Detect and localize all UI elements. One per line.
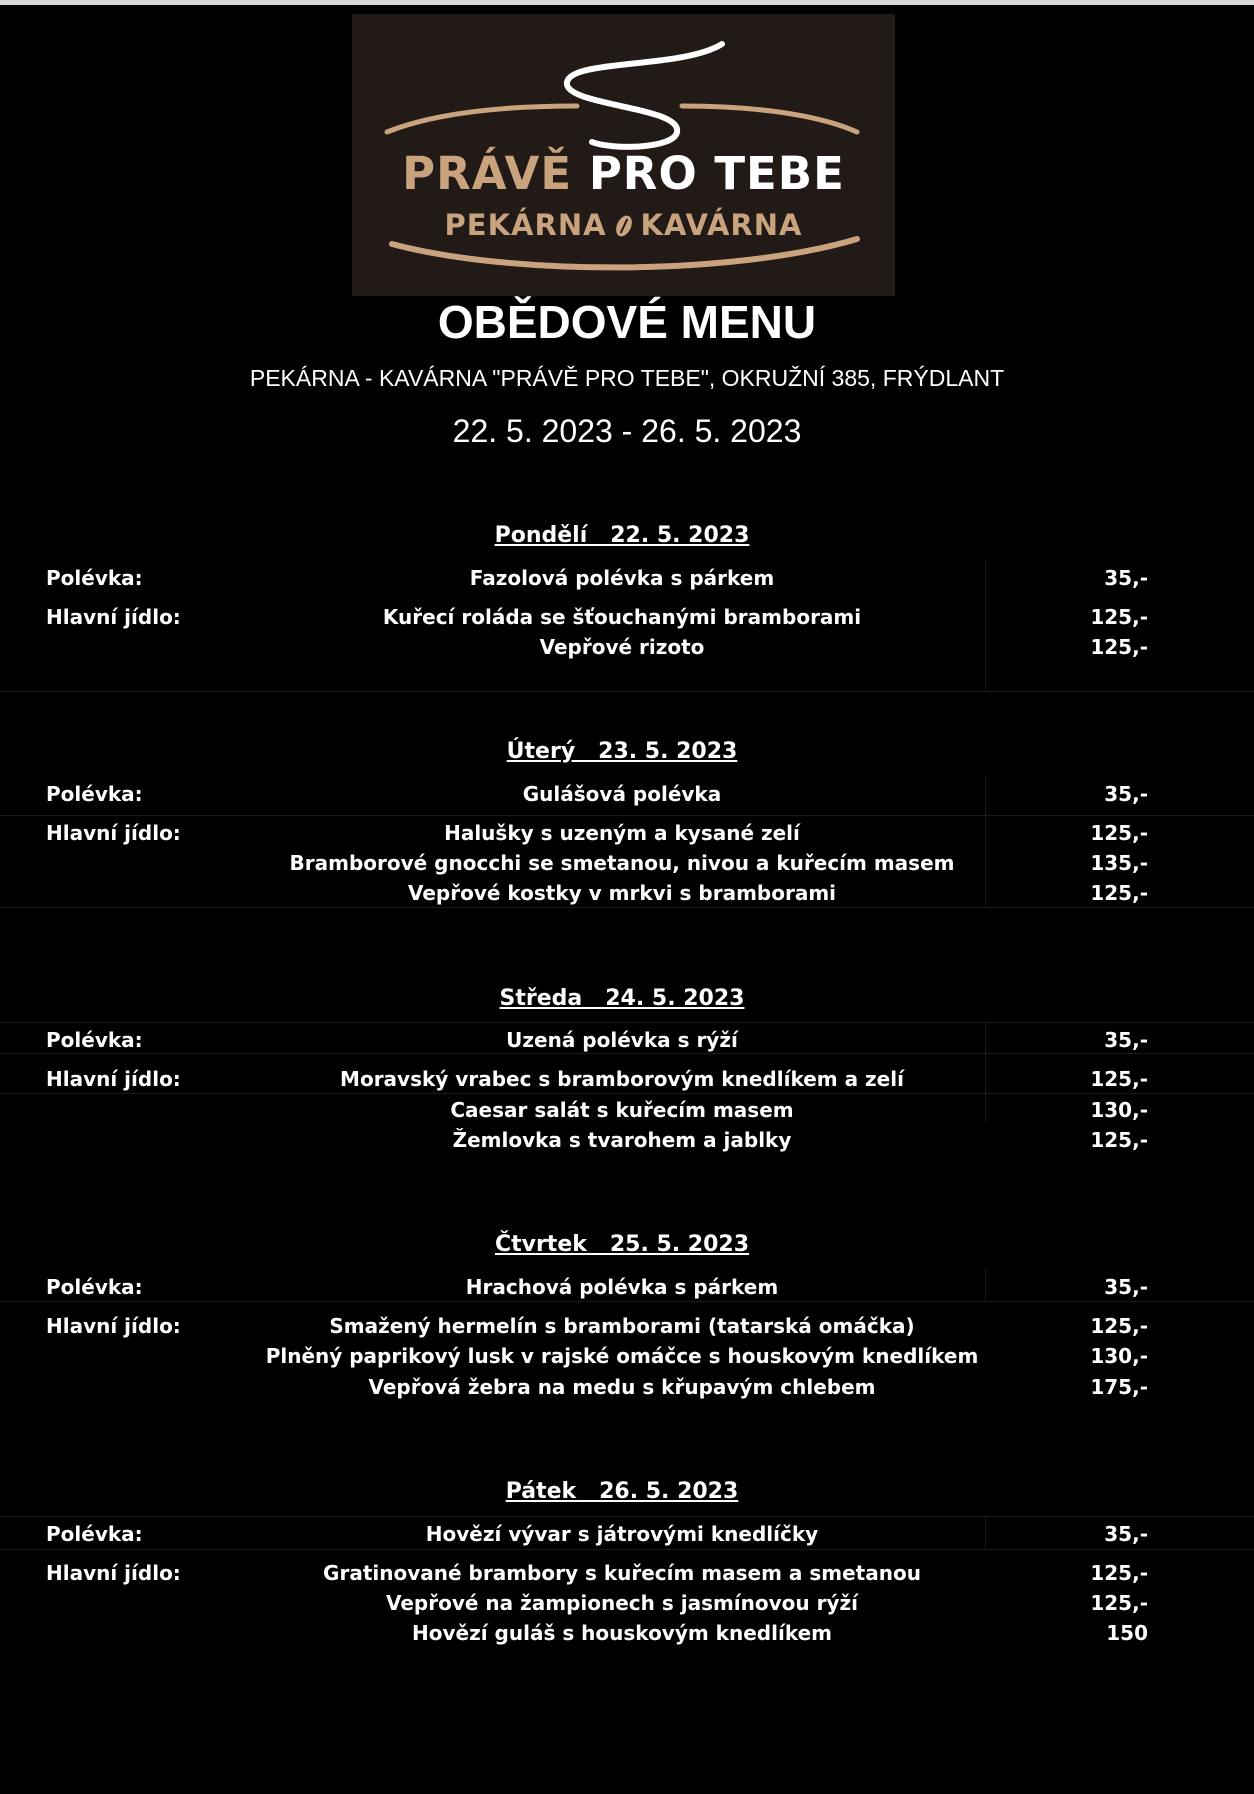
main-price: 125,- <box>1090 1314 1148 1338</box>
main-dish: Kuřecí roláda se šťouchanými bramborami <box>382 605 862 629</box>
main-price: 125,- <box>1090 1067 1148 1091</box>
coffee-bean-icon <box>613 213 635 239</box>
soup-label: Polévka: <box>46 1028 143 1052</box>
day-heading-monday: Pondělí 22. 5. 2023 <box>494 523 750 548</box>
logo-sub-part2: KAVÁRNA <box>640 208 803 242</box>
divider <box>0 1022 1254 1023</box>
main-label: Hlavní jídlo: <box>46 1561 181 1585</box>
main-dish: Vepřová žebra na medu s křupavým chlebem <box>368 1375 876 1399</box>
main-price: 125,- <box>1090 1128 1148 1152</box>
main-dish: Gratinované brambory s kuřecím masem a smetanou <box>323 1561 921 1585</box>
logo-title <box>352 147 895 200</box>
main-label: Hlavní jídlo: <box>46 1067 181 1091</box>
main-dish: Vepřové na žampionech s jasmínovou rýží <box>385 1591 859 1615</box>
main-price: 125,- <box>1090 635 1148 659</box>
main-label: Hlavní jídlo: <box>46 605 181 629</box>
soup-dish: Fazolová polévka s párkem <box>469 566 775 590</box>
main-price: 150 <box>1106 1621 1148 1645</box>
soup-price: 35,- <box>1104 1028 1148 1052</box>
divider <box>985 1516 986 1549</box>
divider <box>985 560 986 690</box>
main-dish: Plněný paprikový lusk v rajské omáčce s houskovým knedlíkem <box>265 1344 979 1368</box>
main-dish: Vepřové rizoto <box>539 635 705 659</box>
divider <box>0 1516 1254 1517</box>
main-price: 125,- <box>1090 1561 1148 1585</box>
day-heading-tuesday: Úterý 23. 5. 2023 <box>506 739 738 764</box>
soup-price: 35,- <box>1104 1522 1148 1546</box>
divider <box>0 907 1254 908</box>
divider <box>0 1093 1254 1094</box>
main-price: 125,- <box>1090 1591 1148 1615</box>
main-price: 135,- <box>1090 851 1148 875</box>
logo-title-part2: PRO TEBE <box>588 147 845 200</box>
divider <box>0 1549 1254 1550</box>
main-label: Hlavní jídlo: <box>46 821 181 845</box>
page-title: OBĚDOVÉ MENU <box>437 296 817 348</box>
logo-title-part1: PRÁVĚ <box>402 147 573 200</box>
main-price: 125,- <box>1090 821 1148 845</box>
soup-label: Polévka: <box>46 782 143 806</box>
logo-sub-part1: PEKÁRNA <box>444 208 607 242</box>
logo <box>352 14 895 296</box>
day-heading-friday: Pátek 26. 5. 2023 <box>505 1479 739 1504</box>
main-price: 130,- <box>1090 1098 1148 1122</box>
divider <box>0 1053 1254 1054</box>
main-dish: Halušky s uzeným a kysané zelí <box>444 821 800 845</box>
main-dish: Moravský vrabec s bramborovým knedlíkem a zelí <box>340 1067 904 1091</box>
main-dish: Smažený hermelín s bramborami (tatarská omáčka) <box>329 1314 915 1338</box>
main-price: 125,- <box>1090 881 1148 905</box>
main-label: Hlavní jídlo: <box>46 1314 181 1338</box>
soup-label: Polévka: <box>46 1522 143 1546</box>
main-dish: Hovězí guláš s houskovým knedlíkem <box>412 1621 832 1645</box>
main-dish: Caesar salát s kuřecím masem <box>450 1098 794 1122</box>
main-dish: Bramborové gnocchi se smetanou, nivou a kuřecím masem <box>289 851 955 875</box>
logo-subtitle <box>352 208 895 242</box>
divider <box>985 776 986 906</box>
date-range: 22. 5. 2023 - 26. 5. 2023 <box>452 413 802 449</box>
main-price: 175,- <box>1090 1375 1148 1399</box>
soup-dish: Gulášová polévka <box>522 782 722 806</box>
soup-label: Polévka: <box>46 566 143 590</box>
divider <box>0 1301 1254 1302</box>
soup-dish: Hrachová polévka s párkem <box>465 1275 779 1299</box>
soup-dish: Hovězí vývar s játrovými knedlíčky <box>425 1522 819 1546</box>
day-heading-thursday: Čtvrtek 25. 5. 2023 <box>494 1232 750 1257</box>
main-price: 130,- <box>1090 1344 1148 1368</box>
soup-label: Polévka: <box>46 1275 143 1299</box>
soup-price: 35,- <box>1104 782 1148 806</box>
divider <box>0 691 1254 692</box>
main-price: 125,- <box>1090 605 1148 629</box>
soup-dish: Uzená polévka s rýží <box>506 1028 738 1052</box>
day-heading-wednesday: Středa 24. 5. 2023 <box>499 986 745 1011</box>
divider <box>985 1022 986 1122</box>
soup-price: 35,- <box>1104 1275 1148 1299</box>
top-border <box>0 0 1254 5</box>
main-dish: Vepřové kostky v mrkvi s bramborami <box>407 881 837 905</box>
soup-price: 35,- <box>1104 566 1148 590</box>
main-dish: Žemlovka s tvarohem a jablky <box>452 1128 792 1152</box>
divider <box>985 1268 986 1301</box>
address: PEKÁRNA - KAVÁRNA "PRÁVĚ PRO TEBE", OKRUŽNÍ 385, FRÝDLANT <box>249 365 1005 391</box>
divider <box>0 815 1254 816</box>
